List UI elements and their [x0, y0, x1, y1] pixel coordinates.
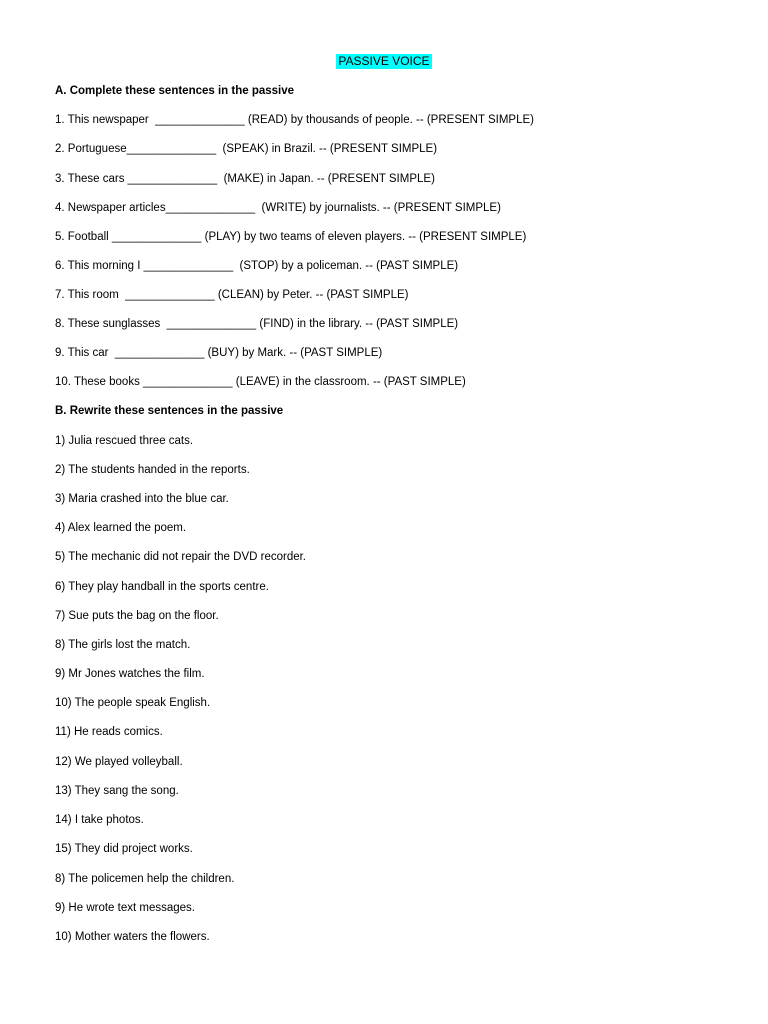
- section-b-item: 10) Mother waters the flowers.: [55, 931, 210, 943]
- section-b-item: 3) Maria crashed into the blue car.: [55, 493, 229, 505]
- section-b-item: 9) Mr Jones watches the film.: [55, 668, 205, 680]
- section-b-item: 9) He wrote text messages.: [55, 902, 195, 914]
- section-b-item: 14) I take photos.: [55, 814, 144, 826]
- section-b-heading: B. Rewrite these sentences in the passive: [55, 405, 284, 417]
- title-container: [0, 52, 768, 70]
- section-b-item: 15) They did project works.: [55, 843, 193, 855]
- section-a-item: 7. This room ______________ (CLEAN) by Peter. -- (PAST SIMPLE): [55, 289, 409, 301]
- section-b-item: 11) He reads comics.: [55, 726, 163, 738]
- section-b-item: 1) Julia rescued three cats.: [55, 435, 194, 447]
- section-b-item: 6) They play handball in the sports centre.: [55, 581, 269, 593]
- section-b-item: 12) We played volleyball.: [55, 756, 183, 768]
- section-b-item: 5) The mechanic did not repair the DVD recorder.: [55, 551, 306, 563]
- section-b-item: 13) They sang the song.: [55, 785, 179, 797]
- section-a-item: 5. Football ______________ (PLAY) by two teams of eleven players. -- (PRESENT SIMPLE): [55, 231, 527, 243]
- section-b-item: 8) The policemen help the children.: [55, 873, 235, 885]
- section-a-item: 3. These cars ______________ (MAKE) in Japan. -- (PRESENT SIMPLE): [55, 173, 435, 185]
- section-b-item: 10) The people speak English.: [55, 697, 211, 709]
- section-b-item: 4) Alex learned the poem.: [55, 522, 187, 534]
- section-a-item: 8. These sunglasses ______________ (FIND) in the library. -- (PAST SIMPLE): [55, 318, 459, 330]
- section-a-item: 4. Newspaper articles______________ (WRITE) by journalists. -- (PRESENT SIMPLE): [55, 202, 501, 214]
- section-a-item: 9. This car ______________ (BUY) by Mark. -- (PAST SIMPLE): [55, 347, 383, 359]
- section-a-item: 1. This newspaper ______________ (READ) by thousands of people. -- (PRESENT SIMPLE): [55, 114, 535, 126]
- section-a-item: 6. This morning I ______________ (STOP) by a policeman. -- (PAST SIMPLE): [55, 260, 459, 272]
- section-b-item: 8) The girls lost the match.: [55, 639, 191, 651]
- section-a-item: 10. These books ______________ (LEAVE) in the classroom. -- (PAST SIMPLE): [55, 376, 466, 388]
- section-b-item: 7) Sue puts the bag on the floor.: [55, 610, 219, 622]
- section-b-item: 2) The students handed in the reports.: [55, 464, 250, 476]
- section-a-heading: A. Complete these sentences in the passive: [55, 85, 295, 97]
- section-a-item: 2. Portuguese______________ (SPEAK) in Brazil. -- (PRESENT SIMPLE): [55, 143, 438, 155]
- page-title: PASSIVE VOICE: [338, 54, 430, 68]
